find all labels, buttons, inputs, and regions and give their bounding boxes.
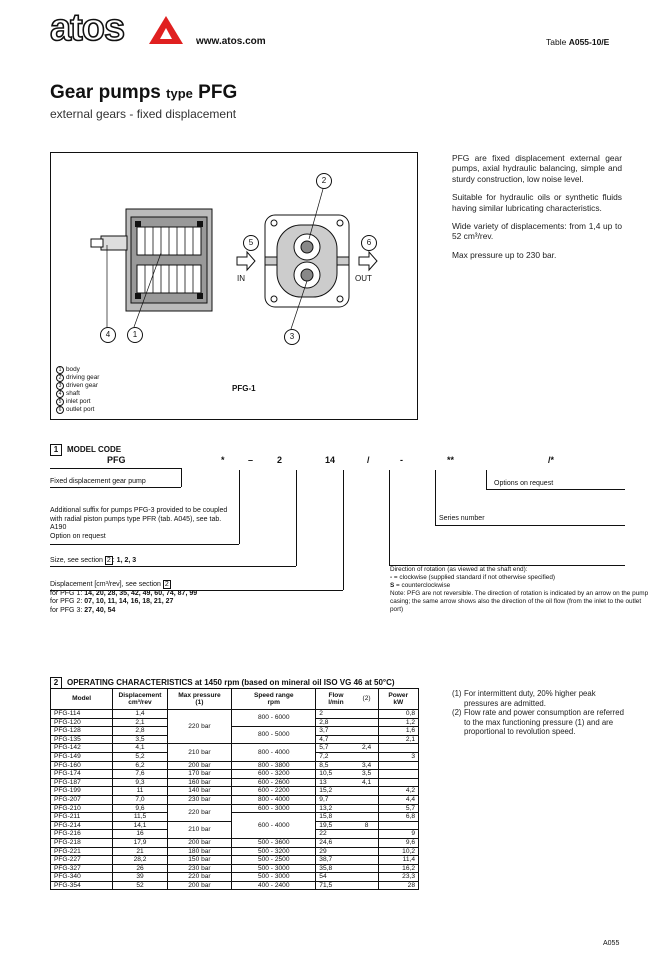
note-options: Options on request (494, 480, 554, 487)
operating-footnotes (452, 689, 624, 737)
table-cell: 2,1 (378, 735, 418, 744)
note-option: Option on request (50, 533, 106, 540)
callout-5: 5 (243, 235, 259, 251)
table-cell: 10,2 (378, 847, 418, 856)
table-cell: PFG-187 (51, 778, 113, 787)
page-code: A055 (603, 940, 620, 947)
table-cell: PFG-340 (51, 873, 113, 882)
table-cell: 2 (316, 710, 356, 719)
col-model: Model (51, 689, 113, 710)
table-cell: 220 bar (167, 710, 231, 744)
table-cell: 14,1 (113, 821, 167, 830)
table-row (51, 864, 419, 873)
table-row (51, 813, 419, 822)
table-cell: 200 bar (167, 838, 231, 847)
callout-2: 2 (316, 173, 332, 189)
table-row (51, 795, 419, 804)
table-cell: 800 - 5000 (232, 727, 316, 744)
col-pressure: Max pressure (1) (167, 689, 231, 710)
section-number: 2 (50, 677, 62, 689)
table-row (51, 787, 419, 796)
table-cell: 4,4 (378, 795, 418, 804)
table-cell (378, 821, 418, 830)
description (452, 153, 622, 260)
col-power: Power kW (378, 689, 418, 710)
table-cell: PFG-207 (51, 795, 113, 804)
table-cell (378, 744, 418, 753)
table-cell: 500 - 3200 (232, 847, 316, 856)
title-type-code: PFG (198, 82, 238, 103)
table-cell: 230 bar (167, 795, 231, 804)
table-row (51, 881, 419, 890)
table-cell: 500 - 2500 (232, 856, 316, 865)
code-part: ** (447, 455, 455, 465)
table-cell: 230 bar (167, 864, 231, 873)
table-cell: 4,1 (113, 744, 167, 753)
table-cell: 13,2 (316, 804, 356, 813)
table-cell: 7,0 (113, 795, 167, 804)
section-title: OPERATING CHARACTERISTICS at 1450 rpm (based on mineral oil ISO VG 46 at 50°C) (67, 678, 395, 687)
table-cell: 400 - 2400 (232, 881, 316, 890)
legend-item: 4 shaft (56, 390, 99, 398)
table-cell: 9,7 (316, 795, 356, 804)
table-cell: 600 - 2200 (232, 787, 316, 796)
code-part: 14 (325, 455, 336, 465)
table-cell (356, 727, 378, 736)
table-cell (356, 813, 378, 822)
table-cell: 3,5 (113, 735, 167, 744)
table-cell: 16 (113, 830, 167, 839)
table-cell: 5,2 (113, 752, 167, 761)
table-prefix: Table (546, 37, 567, 47)
table-cell: 0,8 (378, 710, 418, 719)
code-part: 2 (277, 455, 283, 465)
table-row (51, 847, 419, 856)
table-cell (356, 718, 378, 727)
table-cell: 500 - 3000 (232, 873, 316, 882)
in-label: IN (237, 274, 245, 283)
table-id (546, 37, 609, 47)
table-cell: 21 (113, 847, 167, 856)
operating-table (50, 688, 419, 890)
table-cell: 4,1 (356, 778, 378, 787)
table-cell (356, 864, 378, 873)
table-row (51, 778, 419, 787)
description-para: Suitable for hydraulic oils or synthetic fluids having similar lubricating characteristics. (452, 192, 622, 213)
note-fixed: Fixed displacement gear pump (50, 478, 146, 485)
table-cell: 600 - 4000 (232, 813, 316, 839)
figure-caption: PFG-1 (232, 384, 256, 393)
code-part: PFG (107, 455, 126, 465)
table-cell: 160 bar (167, 778, 231, 787)
table-cell: 16,2 (378, 864, 418, 873)
callout-3: 3 (284, 329, 300, 345)
table-cell: PFG-210 (51, 804, 113, 813)
table-cell: 35,8 (316, 864, 356, 873)
table-cell: 29 (316, 847, 356, 856)
table-cell: 15,8 (316, 813, 356, 822)
table-cell: PFG-120 (51, 718, 113, 727)
table-header-row (51, 689, 419, 710)
section-number: 1 (50, 444, 62, 456)
title-type-word: type (166, 86, 193, 101)
table-row (51, 761, 419, 770)
page-subtitle: external gears - fixed displacement (50, 107, 237, 121)
table-row (51, 710, 419, 719)
pump-drawing (51, 153, 417, 419)
table-cell: 39 (113, 873, 167, 882)
code-part: - (400, 455, 403, 465)
note-size: Size, see section 2 : 1, 2, 3 (50, 557, 137, 564)
table-cell: 1,4 (113, 710, 167, 719)
description-para: Max pressure up to 230 bar. (452, 249, 557, 260)
note-rotation: Direction of rotation (as viewed at the shaft end): - = clockwise (supplied standard if not otherwise specified) S = counterclockwise Note: PFG are not reversible. The direction of rotation is indicated by an arrow on the pump casing; the same arrow shows also the direction of the oil flow (from the inlet to the outlet port) (390, 566, 649, 613)
table-cell: 5,7 (378, 804, 418, 813)
table-cell: 600 - 2600 (232, 778, 316, 787)
table-cell: 17,9 (113, 838, 167, 847)
table-cell: PFG-327 (51, 864, 113, 873)
table-cell: PFG-114 (51, 710, 113, 719)
footnote: (1) For intermittent duty, 20% higher peak pressures are admitted. (452, 689, 596, 708)
table-cell (356, 710, 378, 719)
table-cell: 11,5 (113, 813, 167, 822)
figure-legend (56, 366, 99, 414)
table-cell: 8,5 (316, 761, 356, 770)
table-cell: PFG-142 (51, 744, 113, 753)
legend-item: 6 outlet port (56, 406, 99, 414)
brand-logo (50, 9, 124, 47)
table-cell: PFG-160 (51, 761, 113, 770)
table-cell: 9,6 (113, 804, 167, 813)
table-cell: 26 (113, 864, 167, 873)
table-cell: 5,7 (316, 744, 356, 753)
table-cell: 4,2 (378, 787, 418, 796)
table-cell (356, 847, 378, 856)
table-row (51, 804, 419, 813)
table-cell: PFG-174 (51, 770, 113, 779)
table-cell: 6,8 (378, 813, 418, 822)
table-cell: PFG-211 (51, 813, 113, 822)
table-cell: 6,2 (113, 761, 167, 770)
table-cell: 9,6 (378, 838, 418, 847)
table-code: A055-10/E (568, 37, 610, 47)
table-cell: 28 (378, 881, 418, 890)
code-part: – (248, 455, 254, 465)
table-cell (356, 787, 378, 796)
table-cell: 11 (113, 787, 167, 796)
page-title (50, 82, 237, 104)
table-cell: 7,2 (316, 752, 356, 761)
table-cell: PFG-214 (51, 821, 113, 830)
table-cell (356, 856, 378, 865)
table-row (51, 838, 419, 847)
callout-4: 4 (100, 327, 116, 343)
brand-wordmark: atos (50, 7, 125, 49)
table-row (51, 856, 419, 865)
table-cell: 19,5 (316, 821, 356, 830)
callout-6: 6 (361, 235, 377, 251)
note-displacement: Displacement [cm³/rev], see section 2 for PFG 1: 14, 20, 28, 35, 42, 49, 60, 74, 87, 99 for PFG 2: 07, 10, 11, 14, 16, 18, 21, 27 for PFG 3: 27, 40, 54 (50, 581, 198, 614)
table-cell: 600 - 3000 (232, 804, 316, 813)
table-cell (356, 804, 378, 813)
legend-item: 1 body (56, 366, 99, 374)
table-cell: PFG-128 (51, 727, 113, 736)
table-cell (356, 838, 378, 847)
table-row (51, 727, 419, 736)
out-label: OUT (355, 274, 372, 283)
table-cell: 3 (378, 752, 418, 761)
table-cell: 54 (316, 873, 356, 882)
table-cell: 8 (356, 821, 378, 830)
table-cell: 1,2 (378, 718, 418, 727)
table-cell: 9 (378, 830, 418, 839)
table-cell: 11,4 (378, 856, 418, 865)
table-cell: 2,8 (316, 718, 356, 727)
table-cell: 23,3 (378, 873, 418, 882)
section-title: MODEL CODE (67, 445, 122, 454)
col-flow-note: (2) (356, 689, 378, 710)
table-cell: 3,5 (356, 770, 378, 779)
table-cell: 38,7 (316, 856, 356, 865)
table-cell: PFG-149 (51, 752, 113, 761)
table-cell: 2,8 (113, 727, 167, 736)
callout-1: 1 (127, 327, 143, 343)
table-cell: 180 bar (167, 847, 231, 856)
table-cell: 3,7 (316, 727, 356, 736)
note-suffix: Additional suffix for pumps PFG-3 provided to be coupled with radial piston pumps type PFR (tab. A045), see tab. A190 (50, 507, 228, 531)
table-cell: 7,6 (113, 770, 167, 779)
table-cell: 9,3 (113, 778, 167, 787)
table-cell: 4,7 (316, 735, 356, 744)
description-para: PFG are fixed displacement external gear pumps, axial hydraulic balancing, simple and sturdy construction, low noise level. (452, 153, 622, 184)
table-cell: 200 bar (167, 881, 231, 890)
table-cell (356, 873, 378, 882)
table-cell: PFG-218 (51, 838, 113, 847)
table-cell (356, 752, 378, 761)
legend-item: 3 driven gear (56, 382, 99, 390)
table-cell: 600 - 3200 (232, 770, 316, 779)
table-cell: 170 bar (167, 770, 231, 779)
table-cell: PFG-199 (51, 787, 113, 796)
table-cell: 200 bar (167, 761, 231, 770)
table-cell (356, 795, 378, 804)
pump-figure (50, 152, 418, 420)
table-cell: PFG-135 (51, 735, 113, 744)
table-cell: 210 bar (167, 744, 231, 761)
table-cell: 28,2 (113, 856, 167, 865)
table-cell: 220 bar (167, 873, 231, 882)
table-cell: 2,1 (113, 718, 167, 727)
table-cell: 800 - 3800 (232, 761, 316, 770)
table-row (51, 873, 419, 882)
code-part: * (221, 455, 225, 465)
table-cell (356, 881, 378, 890)
col-speed: Speed range rpm (232, 689, 316, 710)
website-link[interactable]: www.atos.com (196, 36, 266, 47)
code-part: /* (548, 455, 555, 465)
table-cell: 15,2 (316, 787, 356, 796)
col-flow: Flow l/min (316, 689, 356, 710)
table-cell: 71,5 (316, 881, 356, 890)
table-cell: 13 (316, 778, 356, 787)
table-row (51, 744, 419, 753)
note-series: Series number (439, 515, 485, 522)
table-cell: 3,4 (356, 761, 378, 770)
code-part: / (367, 455, 370, 465)
description-para: Wide variety of displacements: from 1,4 up to 52 cm³/rev. (452, 221, 622, 242)
table-cell (378, 778, 418, 787)
table-cell: 500 - 3000 (232, 864, 316, 873)
table-cell: 140 bar (167, 787, 231, 796)
table-cell (356, 830, 378, 839)
table-cell: 210 bar (167, 821, 231, 838)
table-cell: 22 (316, 830, 356, 839)
table-cell: PFG-221 (51, 847, 113, 856)
table-cell: 1,6 (378, 727, 418, 736)
table-cell: PFG-216 (51, 830, 113, 839)
brand-triangle-icon (147, 14, 185, 46)
table-cell: 150 bar (167, 856, 231, 865)
table-cell (378, 761, 418, 770)
table-cell: 2,4 (356, 744, 378, 753)
table-cell: 220 bar (167, 804, 231, 821)
table-cell: PFG-354 (51, 881, 113, 890)
table-cell: 10,5 (316, 770, 356, 779)
table-cell: 500 - 3600 (232, 838, 316, 847)
legend-item: 5 inlet port (56, 398, 99, 406)
table-cell: 800 - 6000 (232, 710, 316, 727)
table-cell: 24,6 (316, 838, 356, 847)
table-cell (378, 770, 418, 779)
table-row (51, 770, 419, 779)
title-main: Gear pumps (50, 82, 161, 103)
table-cell: 52 (113, 881, 167, 890)
table-cell (356, 735, 378, 744)
table-cell: 800 - 4000 (232, 795, 316, 804)
legend-item: 2 driving gear (56, 374, 99, 382)
footnote: (2) Flow rate and power consumption are referred to the max functioning pressure (1) and are proportional to revolution speed. (452, 708, 624, 736)
col-displacement: Displacement cm³/rev (113, 689, 167, 710)
table-cell: PFG-227 (51, 856, 113, 865)
table-cell: 800 - 4000 (232, 744, 316, 761)
